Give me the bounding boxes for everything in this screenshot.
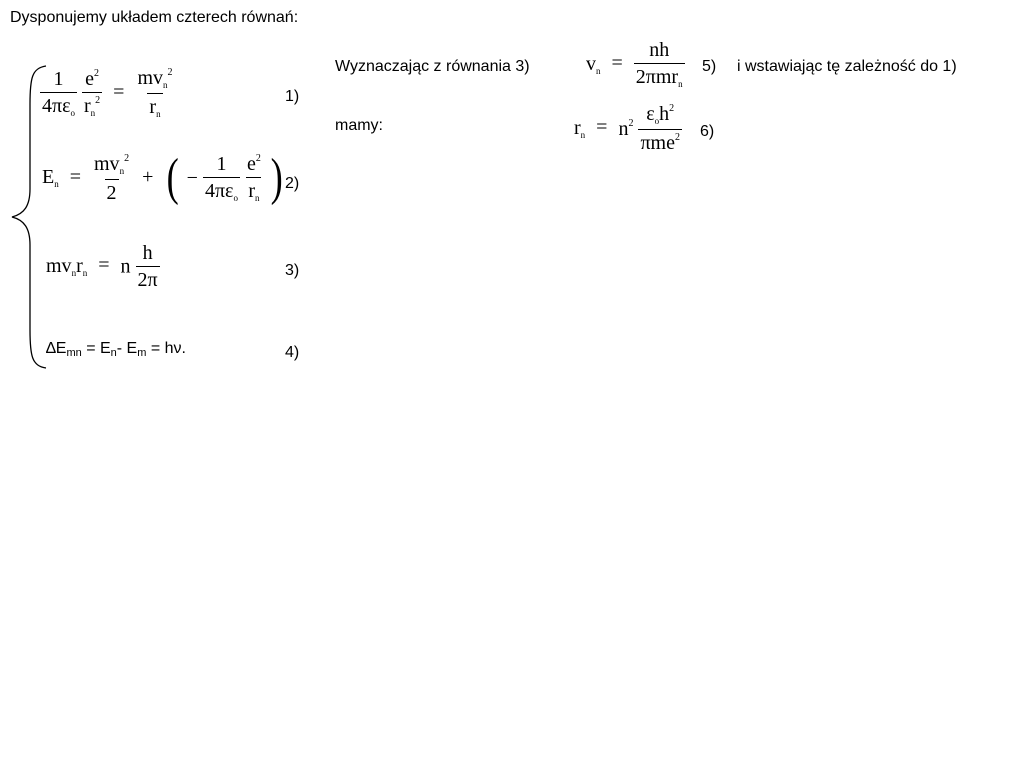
intro-text: Wyznaczając z równania 3)	[335, 58, 530, 75]
equation-6: $r_n = n^2$ $\frac{\varepsilon_oh^2}{\pi me^2}$	[574, 103, 680, 154]
heading: Dysponujemy układem czterech równań:	[10, 9, 299, 26]
fraction-h-over-2pi: $\frac{h}{2\pi}$	[137, 242, 158, 291]
fraction-mvn2-over-2: $\frac{mv_n^2}{2}$	[94, 152, 130, 204]
fraction-e2-over-rn: $\frac{e^2}{r_n}$	[246, 152, 261, 203]
fraction-eps-h2-over-pi-me2: $\frac{\varepsilon_oh^2}{\pi me^2}$	[640, 103, 680, 154]
fraction-e2-over-rn2: $\frac{e^2}{r_n^2}$	[84, 68, 101, 118]
fraction-1-over-4pi-eps-2: $\frac{1}{4\pi\varepsilon_o}$	[204, 152, 238, 203]
mamy-text: mamy:	[335, 117, 383, 134]
equation-2-number: 2)	[285, 175, 300, 192]
continuation-text: i wstawiając tę zależność do 1)	[737, 58, 957, 75]
equation-3: $mv_nr_n = n$ $\frac{h}{2\pi}$	[46, 242, 158, 291]
fraction-1-over-4pi-eps: $\frac{1}{4\pi\varepsilon_o}$	[42, 68, 75, 118]
equation-3-number: 3)	[285, 262, 300, 279]
equation-1-number: 1)	[285, 88, 300, 105]
fraction-mvn2-over-rn: $\frac{mv_n^2}{r_n}$	[137, 67, 173, 119]
equation-5-number: 5)	[702, 58, 717, 75]
equation-5: $v_n$ = $\frac{nh}{2\pi mr_n}$	[586, 39, 683, 89]
equation-1: $\frac{1}{4\pi\varepsilon_o}$ $\frac{e^2}{r_n^2}$ = $\frac{mv_n^2}{r_n}$	[42, 67, 173, 119]
equation-4: ∆Emn = En- Em = hν.	[46, 340, 186, 359]
equation-4-number: 4)	[285, 344, 300, 361]
equation-2: $E_n$ = $\frac{mv_n^2}{2}$ + ( − $\frac{1}{4\pi\varepsilon_o}$ $\frac{e^2}{r_n}$ )	[42, 149, 283, 206]
equation-6-number: 6)	[700, 123, 715, 140]
fraction-nh-over-2pimrn: $\frac{nh}{2\pi mr_n}$	[635, 39, 683, 89]
delta-symbol: ∆	[46, 340, 56, 357]
